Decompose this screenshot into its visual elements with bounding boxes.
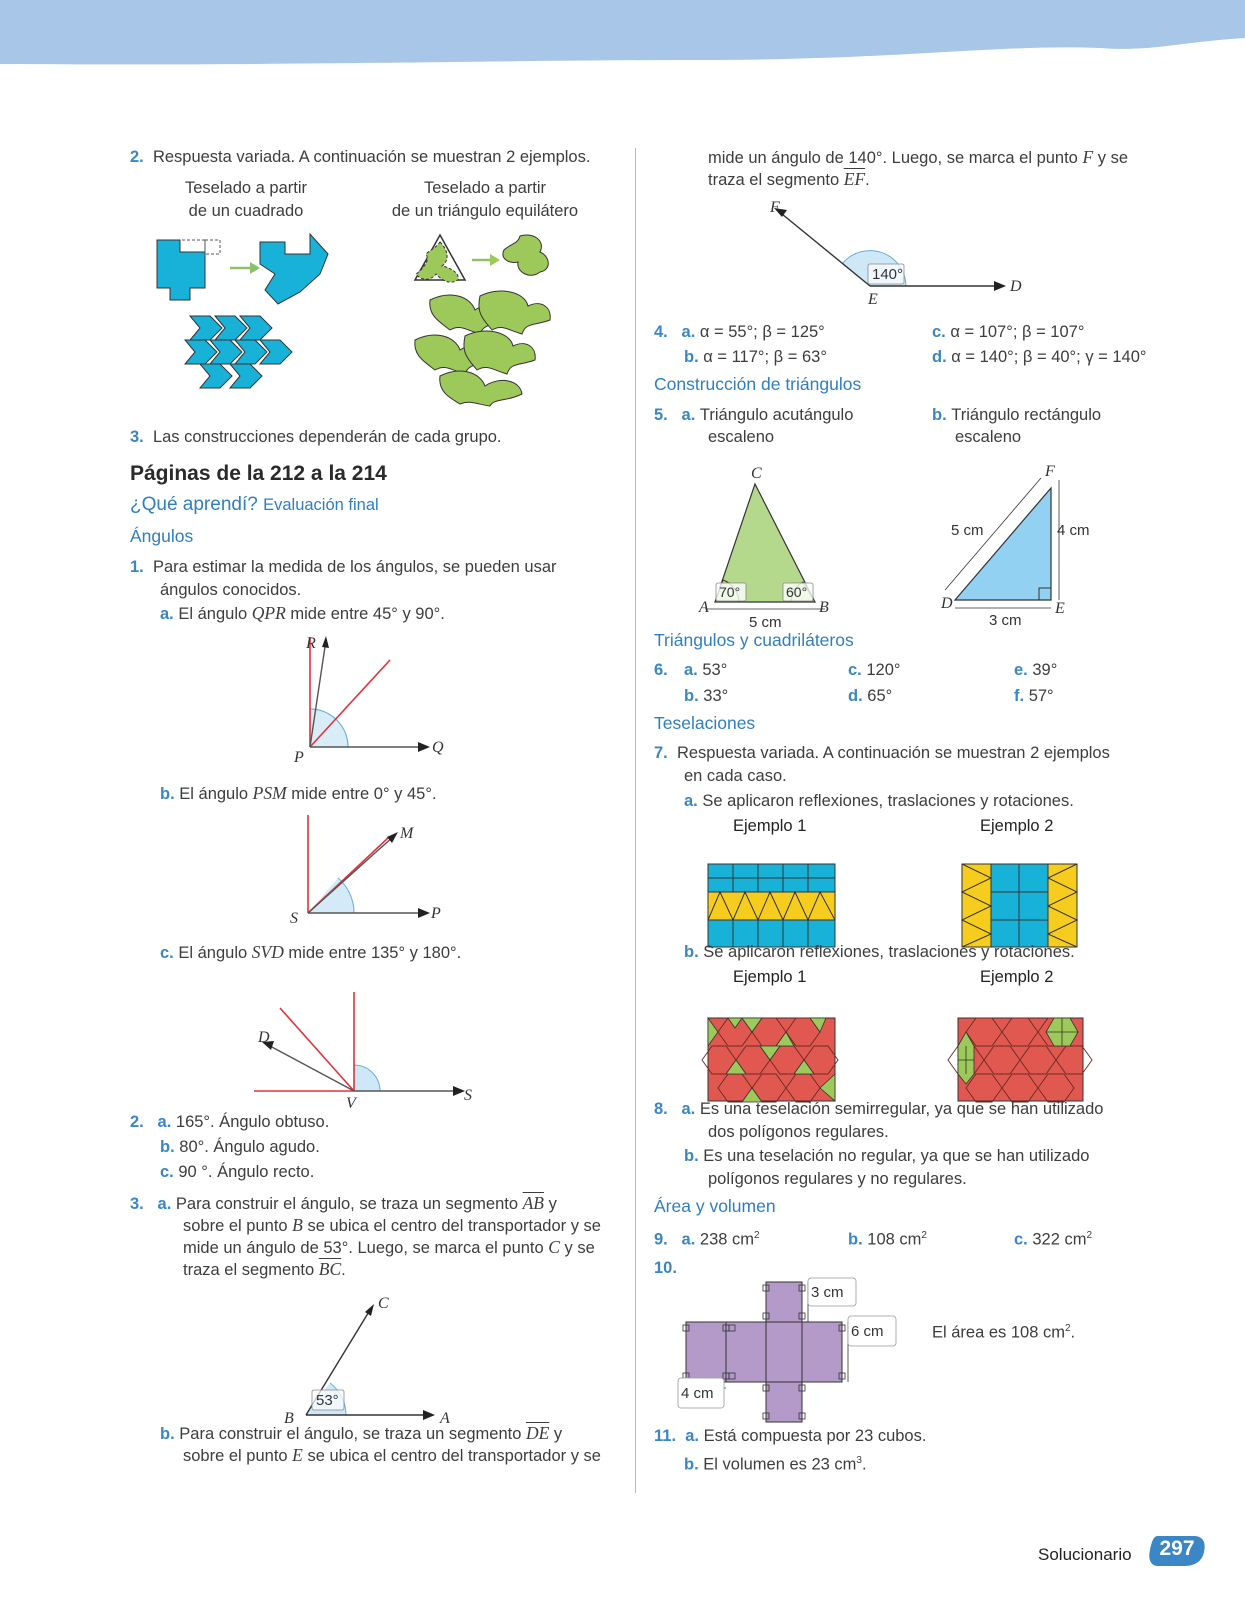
acute-triangle-figure (695, 456, 855, 631)
question-6-item: b. 33° (684, 687, 729, 705)
question-number: 1. (130, 558, 144, 576)
tess-square-caption-2: de un cuadrado (188, 202, 304, 220)
question-4b: b. α = 117°; β = 63° (684, 348, 827, 366)
question-number: 2. (130, 148, 144, 166)
question-text: Respuesta variada. A continuación se muestran 2 ejemplos. (152, 148, 591, 166)
section-heading-triangulos: Triángulos y cuadriláteros (654, 630, 854, 650)
base-length: 5 cm (749, 614, 782, 631)
angle-fed-figure (760, 196, 1030, 306)
question-7b: b. Se aplicaron reflexiones, traslaciones y rotaciones. (684, 943, 1075, 961)
question-6-item: a. 53° (684, 661, 728, 679)
tessellation-7a-example-1 (708, 864, 836, 948)
question-4c: c. α = 107°; β = 107° (932, 323, 1085, 341)
tessellation-7a-example-2 (962, 864, 1078, 948)
question-2b-b: b. 80°. Ángulo agudo. (160, 1138, 320, 1156)
question-8b-line-2: polígonos regulares y no regulares. (708, 1170, 967, 1188)
angle-psm-figure (280, 810, 460, 930)
question-1-line-1: 1. Para estimar la medida de los ángulos, se pueden usar (130, 558, 557, 576)
label-P: P (431, 905, 441, 922)
pages-heading: Páginas de la 212 a la 214 (130, 462, 387, 485)
tessellation-7b-example-2 (958, 1018, 1084, 1102)
label-B: B (819, 599, 829, 616)
label-C: C (378, 1295, 389, 1312)
evaluation-subtitle: Evaluación final (263, 496, 379, 514)
question-text: Las construcciones dependerán de cada grupo. (152, 428, 502, 446)
hypotenuse-length: 5 cm (951, 522, 984, 539)
example-2-label: Ejemplo 2 (980, 968, 1054, 986)
question-9a: 9. a. 238 $cm^2$ (654, 1230, 760, 1249)
evaluation-title: ¿Qué aprendí? (130, 494, 258, 515)
tess-triangle-caption-1: Teselado a partir (424, 179, 546, 197)
label-D: D (941, 595, 953, 612)
label-E: E (1055, 600, 1065, 617)
angle-abc-figure (280, 1296, 470, 1426)
footer-label: Solucionario (1038, 1545, 1132, 1564)
column-divider (635, 148, 636, 1493)
label-D: D (258, 1029, 270, 1046)
question-2b-a: 2. a. 165°. Ángulo obtuso. (130, 1113, 330, 1131)
angle-A-value: 70° (719, 584, 741, 600)
section-heading-area: Área y volumen (654, 1196, 776, 1216)
example-1-label: Ejemplo 1 (733, 968, 807, 986)
example-1-label: Ejemplo 1 (733, 817, 807, 835)
base-length: 3 cm (989, 612, 1022, 629)
question-9c: c. 322 $cm^2$ (1014, 1230, 1093, 1249)
question-7a: a. Se aplicaron reflexiones, traslaciones y rotaciones. (684, 792, 1074, 810)
question-1a: a. El ángulo QPR mide entre 45° y 90°. (160, 603, 445, 623)
question-7-line-1: 7. Respuesta variada. A continuación se muestran 2 ejemplos (654, 744, 1110, 762)
question-1-line-2: ángulos conocidos. (160, 581, 302, 599)
label-A: A (440, 1410, 450, 1427)
tessellation-7b-example-1 (708, 1018, 836, 1102)
question-8a-line-2: dos polígonos regulares. (708, 1123, 889, 1141)
question-6-item: f. 57° (1014, 687, 1054, 705)
angle-B-value: 60° (786, 584, 808, 600)
vertical-length: 4 cm (1057, 522, 1090, 539)
label-S: S (464, 1087, 472, 1104)
label-S: S (290, 910, 298, 927)
question-5a: 5. a. Triángulo acutángulo (654, 406, 854, 424)
question-number: 3. (130, 428, 144, 446)
label-F: F (770, 199, 780, 216)
angle-value: 53° (316, 1392, 339, 1409)
question-11a: 11. a. Está compuesta por 23 cubos. (654, 1427, 927, 1445)
question-4a: 4. a. α = 55°; β = 125° (654, 323, 825, 341)
question-6-number: 6. (654, 661, 668, 679)
question-2b-c: c. 90 °. Ángulo recto. (160, 1163, 315, 1181)
label-E: E (868, 291, 878, 308)
continuation-line-1: mide un ángulo de 140°. Luego, se marca el punto F y se (708, 147, 1129, 167)
top-banner (0, 0, 1245, 70)
net-dimension-3cm: 3 cm (811, 1284, 844, 1301)
label-V: V (346, 1095, 356, 1112)
angle-value: 140° (872, 266, 904, 283)
tess-triangle-caption-2: de un triángulo equilátero (391, 202, 579, 220)
label-Q: Q (432, 739, 444, 756)
question-5b: b. Triángulo rectángulo (932, 406, 1102, 424)
triangle-tessellation-figure (400, 230, 575, 410)
label-C: C (751, 465, 762, 482)
question-3b-a-line-1: 3. a. Para construir el ángulo, se traza un segmento $\overline{AB}$ y (130, 1193, 557, 1213)
question-6-item: e. 39° (1014, 661, 1058, 679)
question-5b-line-2: escaleno (955, 428, 1022, 446)
section-heading-angulos: Ángulos (130, 526, 194, 546)
question-6-item: d. 65° (848, 687, 893, 705)
label-D: D (1010, 278, 1022, 295)
question-3b-a-line-4: traza el segmento $\overline{BC}$. (183, 1259, 346, 1279)
question-3b-b-line-1: b. Para construir el ángulo, se traza un segmento $\overline{DE}$ y (160, 1423, 563, 1443)
label-R: R (306, 635, 316, 652)
question-8a-line-1: 8. a. Es una teselación semirregular, ya que se han utilizado (654, 1100, 1104, 1118)
square-tessellation-figure (150, 234, 340, 394)
question-9b: b. 108 $cm^2$ (848, 1230, 927, 1249)
angle-qpr-figure (280, 632, 460, 772)
question-6-item: c. 120° (848, 661, 901, 679)
label-B: B (284, 1410, 294, 1427)
question-4d: d. α = 140°; β = 40°; γ = 140° (932, 348, 1147, 366)
question-10-number: 10. (654, 1259, 677, 1277)
label-A: A (699, 599, 709, 616)
section-heading-teselaciones: Teselaciones (654, 713, 756, 733)
question-3-line (130, 426, 502, 448)
label-F: F (1045, 463, 1055, 480)
question-3b-a-line-2: sobre el punto B se ubica el centro del transportador y se (183, 1215, 601, 1235)
question-7-line-2: en cada caso. (684, 767, 787, 785)
question-8b-line-1: b. Es una teselación no regular, ya que se han utilizado (684, 1147, 1090, 1165)
tess-square-caption-1: Teselado a partir (185, 179, 307, 197)
question-5a-line-2: escaleno (708, 428, 775, 446)
angle-svd-figure (250, 990, 490, 1112)
section-heading-construccion: Construcción de triángulos (654, 374, 862, 394)
question-10-area: El área es 108 $cm^2$. (932, 1323, 1076, 1342)
question-3b-a-line-3: mide un ángulo de 53°. Luego, se marca el punto C y se (183, 1237, 595, 1257)
evaluation-heading (130, 494, 379, 516)
net-dimension-4cm: 4 cm (681, 1385, 714, 1402)
question-2-line (130, 146, 590, 168)
question-1c: c. El ángulo SVD mide entre 135° y 180°. (160, 942, 462, 962)
net-dimension-6cm: 6 cm (851, 1323, 884, 1340)
right-triangle-figure (935, 456, 1105, 631)
continuation-line-2: traza el segmento $\overline{EF}$. (708, 169, 870, 189)
example-2-label: Ejemplo 2 (980, 817, 1054, 835)
prism-net-figure (680, 1280, 910, 1430)
page-number: 297 (1159, 1537, 1195, 1560)
question-3b-b-line-2: sobre el punto E se ubica el centro del transportador y se (183, 1445, 601, 1465)
label-M: M (400, 825, 414, 842)
question-11b: b. El volumen es 23 $cm^3$. (684, 1455, 867, 1474)
label-P: P (294, 749, 304, 766)
question-1b: b. El ángulo PSM mide entre 0° y 45°. (160, 783, 437, 803)
